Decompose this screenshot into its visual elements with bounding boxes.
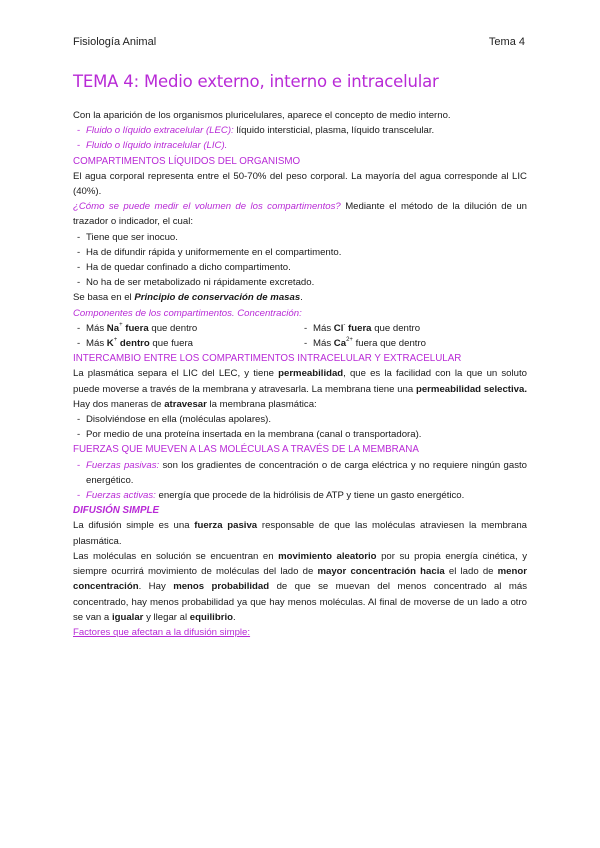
section-heading: DIFUSIÓN SIMPLE	[73, 505, 160, 517]
list-item: - Ha de difundir rápida y uniformemente en el compartimento.	[77, 246, 342, 258]
document-body	[73, 108, 527, 640]
ion-list-left	[73, 321, 300, 351]
paragraph: El agua corporal representa entre el 50-70% del peso corporal. La mayoría del agua corresponde al LIC (40%).	[73, 170, 527, 198]
list-item: - Por medio de una proteína insertada en la membrana (canal o transportadora).	[77, 429, 422, 441]
ion-columns	[73, 321, 527, 351]
fluid-list	[73, 123, 527, 153]
list-item: - Tiene que ser inocuo.	[77, 231, 178, 243]
sub-heading: Componentes de los compartimentos. Concentración:	[73, 307, 302, 319]
list-item: - Fuerzas activas: energía que procede de la hidrólisis de ATP y tiene un gasto energético.	[77, 490, 465, 502]
list-item: - Más Na+ fuera que dentro	[77, 321, 198, 334]
forces-list	[73, 458, 527, 504]
intro-paragraph: Con la aparición de los organismos pluricelulares, aparece el concepto de medio interno.	[73, 110, 451, 121]
list-item: - Fluido o líquido extracelular (LEC): líquido intersticial, plasma, líquido transcelular.	[77, 125, 435, 137]
header-course: Fisiología Animal	[73, 36, 157, 48]
paragraph: Las moléculas en solución se encuentran en movimiento aleatorio por su propia energía cinética, y siempre ocurrirá movimiento de moléculas del lado de mayor concentración hacia el lado de menor concentración. Hay menos probabilidad de que se muevan del menos concentrado al más concentrado, hay menos probabilidad ya que hay menos moléculas. Al final de moverse de un lado a otro se van a igualar y llegar al equilibrio.	[73, 550, 527, 623]
list-item: - Ha de quedar confinado a dicho compartimento.	[77, 262, 291, 274]
list-item: - Más Cl- fuera que dentro	[304, 321, 421, 334]
header-topic: Tema 4	[488, 36, 525, 48]
list-item: - Más $Ca^{2+}$ fuera que dentro	[304, 336, 426, 350]
list-item: - No ha de ser metabolizado ni rápidamente excretado.	[77, 277, 315, 289]
page-title: TEMA 4: Medio externo, interno e intracelular	[73, 72, 439, 91]
list-item: - Fluido o líquido intracelular (LIC).	[77, 140, 228, 152]
paragraph: Se basa en el Principio de conservación de masas.	[73, 292, 303, 304]
membrane-list	[73, 412, 527, 442]
section-heading: COMPARTIMENTOS LÍQUIDOS DEL ORGANISMO	[73, 155, 301, 167]
list-item: - Fuerzas pasivas: son los gradientes de concentración o de carga eléctrica y no requiere ningún gasto energético.	[77, 459, 527, 486]
ion-list-right	[300, 321, 527, 351]
tracer-list	[73, 230, 527, 291]
paragraph: La plasmática separa el LIC del LEC, y tiene permeabilidad, que es la facilidad con la que un soluto puede moverse a través de la membrana y atravesarla. La membrana tiene una permeabilidad selectiva. Hay dos maneras de atravesar la membrana plasmática:	[73, 368, 527, 410]
paragraph: ¿Cómo se puede medir el volumen de los compartimentos? Mediante el método de la dilución de un trazador o indicador, el cual:	[73, 201, 527, 228]
sub-heading: Factores que afectan a la difusión simple:	[73, 626, 251, 638]
list-item: - Más K+ dentro que fuera	[77, 336, 193, 350]
section-heading: INTERCAMBIO ENTRE LOS COMPARTIMENTOS INTRACELULAR Y EXTRACELULAR	[73, 353, 462, 365]
paragraph: La difusión simple es una fuerza pasiva responsable de que las moléculas atraviesen la membrana plasmática.	[73, 520, 527, 547]
section-heading: FUERZAS QUE MUEVEN A LAS MOLÉCULAS A TRAVÉS DE LA MEMBRANA	[73, 444, 419, 456]
list-item: - Disolviéndose en ella (moléculas apolares).	[77, 414, 272, 426]
